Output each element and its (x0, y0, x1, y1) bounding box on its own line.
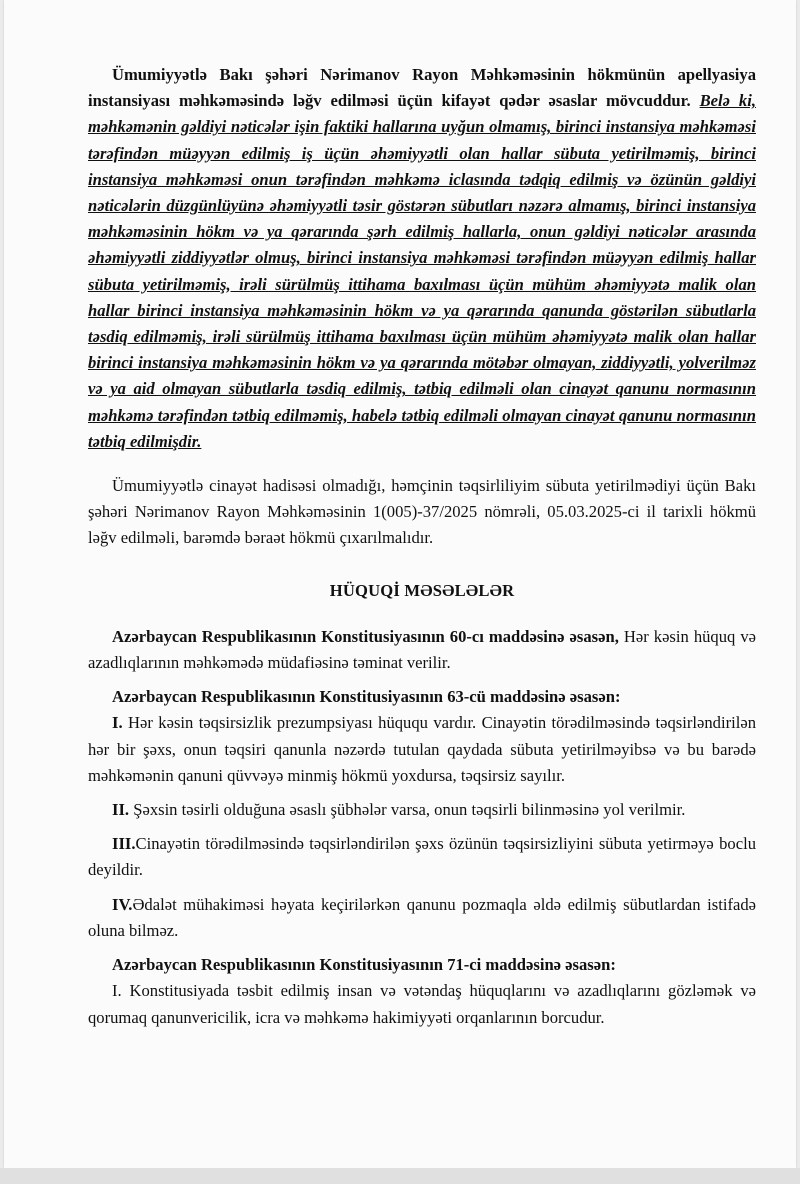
article-63-title: Azərbaycan Respublikasının Konstitusiyasının 63-cü maddəsinə əsasən: (112, 687, 621, 707)
article-60-text: Hər kəsin hüquq və azadlıqlarının məhkəmədə müdafiəsinə təminat verilir. (88, 626, 756, 673)
article-63-item-3-text: Cinayətin törədilməsində təqsirləndirilən şəxs özünün təqsirsizliyini sübuta yetirməyə boclu deyildir. (88, 834, 756, 880)
appeal-grounds-italic-text: Belə ki, məhkəmənin gəldiyi nəticələr işin faktiki hallarına uyğun olmamış, birinci instansiya məhkəməsi tərəfindən müəyyən edilmiş iş üçün əhəmiyyətli olan hallar sübuta yetirilməmiş, birinci instansiya məhkəməsi onun tərəfindən məhkəmə iclasında tədqiq edilmiş və özünün gəldiyi nəticələrin düzgünlüyünə əhəmiyyətli təsir göstərən sübutları nəzərə almamış, birinci instansiya məhkəməsinin hökm və ya qərarında şərh edilmiş hallarla, onun gəldiyi nəticələr arasında əhəmiyyətli ziddiyyətlər olmuş, birinci instansiya məhkəməsi tərəfindən müəyyən edilmiş hallar sübuta yetirilməmiş, irəli sürülmüş ittihama baxılması üçün mühüm əhəmiyyətə malik olan hallar birinci instansiya məhkəməsinin hökm və ya qərarında qanunda göstərilən sübutlarla təsdiq edilməmiş, irəli sürülmüş ittihama baxılması üçün mühüm əhəmiyyətə malik olan hallar birinci instansiya məhkəməsinin hökm və ya qərarında mötəbər olmayan, ziddiyyətli, yolverilməz və ya aid olmayan sübutlarla təsdiq edilmiş, tətbiq edilməli olan cinayət qanunu normasının məhkəmə tərəfindən tətbiq edilməmiş, habelə tətbiq edilməli olmayan cinayət qanunu normasının tətbiq edilmişdir. (88, 91, 756, 451)
article-63-item-2-text: Şəxsin təsirli olduğuna əsaslı şübhələr varsa, onun təqsirli bilinməsinə yol verilmir. (129, 800, 686, 820)
page-bottom-edge (0, 1168, 800, 1184)
article-63-item-2-num: II. (112, 800, 130, 820)
article-71-item-1-text: Konstitusiyada təsbit edilmiş insan və vətəndaş hüquqlarını və azadlıqlarını gözləmək və qorumaq qanunvericilik, icra və məhkəmə hakimiyyəti orqanlarının borcudur. (88, 981, 756, 1027)
article-63-item-4 (88, 892, 756, 944)
article-63-item-3 (88, 831, 756, 883)
article-63-item-1 (88, 710, 756, 789)
document-body (88, 62, 756, 1031)
article-60-paragraph (88, 624, 756, 676)
article-71-title: Azərbaycan Respublikasının Konstitusiyasının 71-ci maddəsinə əsasən: (112, 955, 616, 975)
article-63-item-4-num: IV. (112, 894, 133, 914)
appeal-grounds-bold-text: Ümumiyyətlə Bakı şəhəri Nərimanov Rayon Məhkəməsinin hökmünün apellyasiya instansiyası məhkəməsində ləğv edilməsi üçün kifayət qədər əsaslar mövcuddur. (88, 65, 756, 111)
article-63-item-2 (88, 797, 756, 823)
article-71-item-1 (88, 978, 756, 1030)
article-71-item-1-num: I. (112, 981, 122, 1001)
article-63-item-4-text: Ədalət mühakiməsi həyata keçirilərkən qanunu pozmaqla əldə edilmiş sübutlardan istifadə oluna bilməz. (88, 894, 756, 940)
paragraph-acquittal-request: Ümumiyyətlə cinayət hadisəsi olmadığı, həmçinin təqsirliliyim sübuta yetirilmədiyi üçün Bakı şəhəri Nərimanov Rayon Məhkəməsinin 1(005)-37/2025 nömrəli, 05.03.2025-ci il tarixli hökmü ləğv edilməli, barəmdə bəraət hökmü çıxarılmalıdır. (88, 476, 756, 548)
paragraph-appeal-grounds (88, 62, 756, 455)
article-63-item-1-text: Hər kəsin təqsirsizlik prezumpsiyası hüququ vardır. Cinayətin törədilməsində təqsirləndirilən hər bir şəxs, onun təqsiri qanunla nəzərdə tutulan qaydada sübuta yetirilməyibsə və bu barədə məhkəmənin qanuni qüvvəyə minmiş hökmü yoxdursa, təqsirsiz sayılır. (88, 713, 756, 785)
article-60-title: Azərbaycan Respublikasının Konstitusiyasının 60-cı maddəsinə əsasən, (112, 626, 619, 646)
article-63-item-3-num: III. (112, 834, 136, 854)
article-63-item-1-num: I. (112, 713, 123, 733)
document-page (4, 0, 796, 1168)
section-heading: HÜQUQİ MƏSƏLƏLƏR (329, 580, 515, 600)
